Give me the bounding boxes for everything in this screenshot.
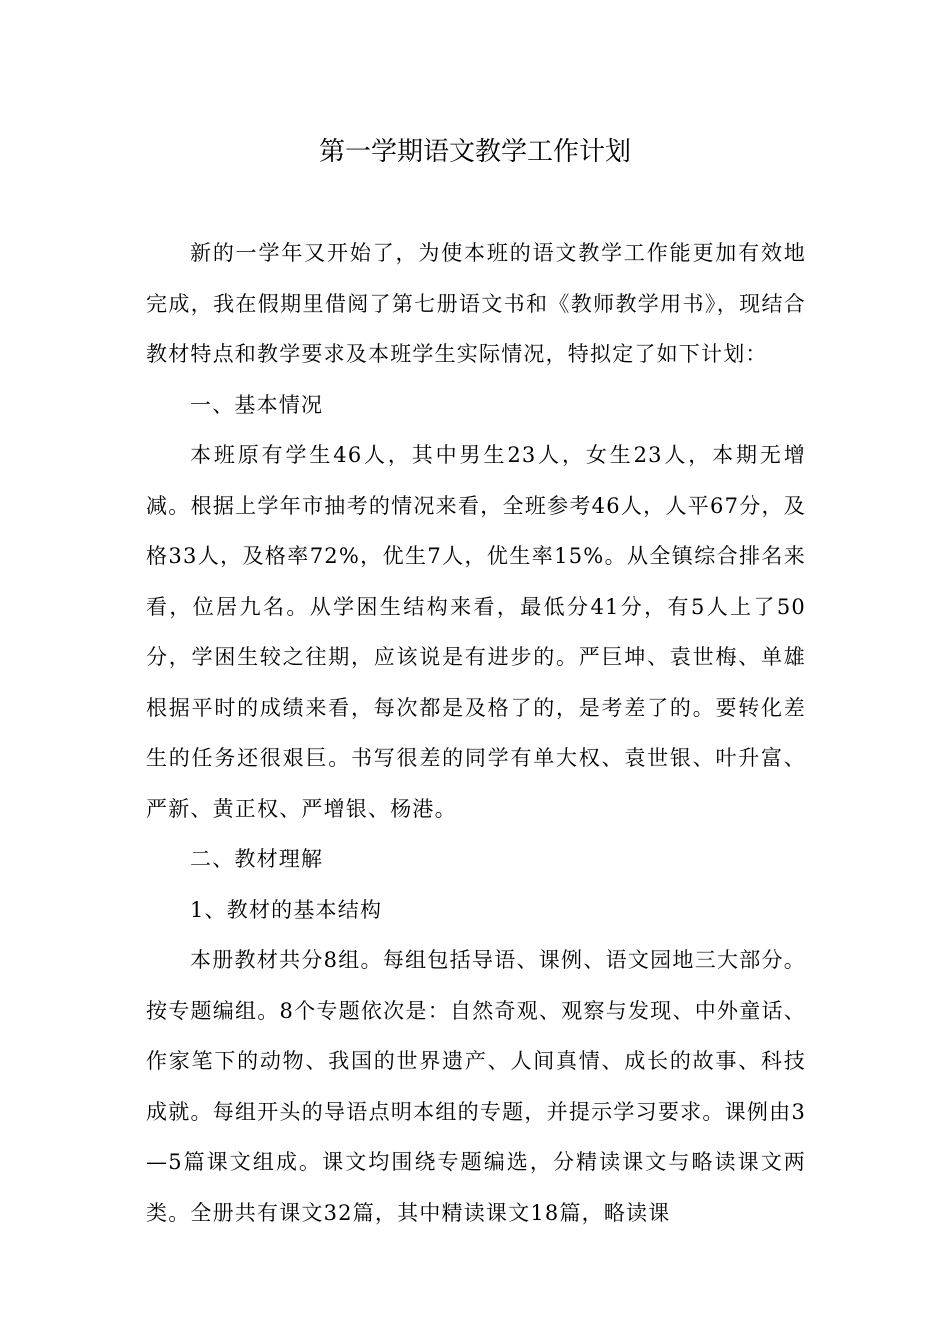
basic-situation-paragraph: 本班原有学生46人，其中男生23人，女生23人，本期无增减。根据上学年市抽考的情况来看，全班参考46人，人平67分，及格33人，及格率72%，优生7人，优生率15%。从全镇综合排名来看，位居九名。从学困生结构来看，最低分41分，有5人上了50分，学困生较之往期，应该说是有进步的。严巨坤、袁世梅、单雄根据平时的成绩来看，每次都是及格了的，是考差了的。要转化差生的任务还很艰巨。书写很差的同学有单大权、袁世银、叶升富、严新、黄正权、严增银、杨港。	[146, 443, 806, 821]
intro-paragraph: 新的一学年又开始了，为使本班的语文教学工作能更加有效地完成，我在假期里借阅了第七册语文书和《教师教学用书》，现结合教材特点和教学要求及本班学生实际情况，特拟定了如下计划：	[146, 241, 806, 366]
document-title: 第一学期语文教学工作计划	[318, 137, 631, 167]
document-body	[146, 228, 806, 1238]
textbook-structure-paragraph: 本册教材共分8组。每组包括导语、课例、语文园地三大部分。按专题编组。8个专题依次是：自然奇观、观察与发现、中外童话、作家笔下的动物、我国的世界遗产、人间真情、成长的故事、科技成就。每组开头的导语点明本组的专题，并提示学习要求。课例由3—5篇课文组成。课文均围绕专题编选，分精读课文与略读课文两类。全册共有课文32篇，其中精读课文18篇，略读课	[146, 948, 806, 1225]
section-heading-textbook-understanding: 二、教材理解	[190, 847, 324, 871]
section-heading-basic-situation: 一、基本情况	[190, 392, 324, 417]
subsection-heading-textbook-structure: 1、教材的基本结构	[190, 897, 383, 922]
